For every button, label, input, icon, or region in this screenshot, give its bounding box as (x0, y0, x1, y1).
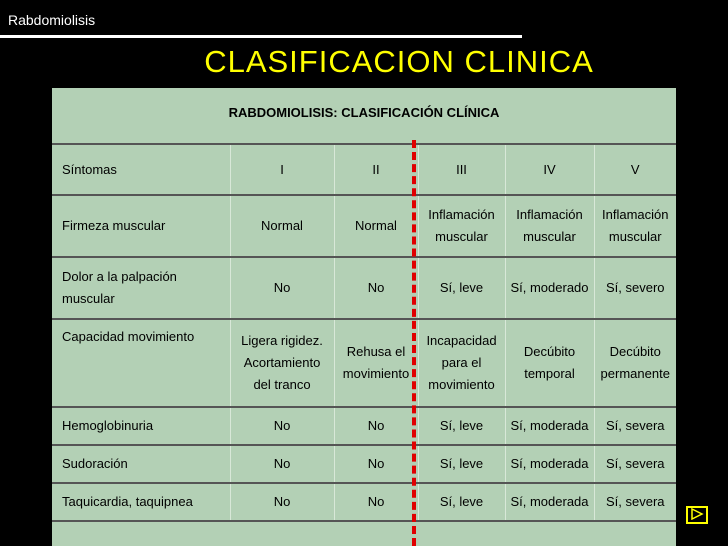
table-cell: Capacidad movimiento (52, 319, 230, 407)
table-cell: Decúbito temporal (505, 319, 594, 407)
table-cell: Sí, moderada (505, 483, 594, 521)
table-cell: No (230, 257, 334, 319)
table-cell: No (334, 257, 418, 319)
table-cell: Normal (230, 195, 334, 257)
column-header: V (594, 145, 676, 195)
red-divider (412, 140, 416, 546)
table-cell: No (334, 445, 418, 483)
column-header: II (334, 145, 418, 195)
column-header: Síntomas (52, 145, 230, 195)
table-cell: Decúbito permanente (594, 319, 676, 407)
table-cell: Sí, moderada (505, 407, 594, 445)
table-header-row (52, 145, 676, 195)
table-panel (52, 88, 676, 546)
table-cell: Taquicardia, taquipnea (52, 483, 230, 521)
table-cell: Sí, severa (594, 483, 676, 521)
classification-table (52, 145, 676, 522)
table-cell: Incapacidad para el movimiento (418, 319, 505, 407)
next-slide-button[interactable] (686, 506, 708, 524)
table-cell: Firmeza muscular (52, 195, 230, 257)
table-cell: Sí, moderada (505, 445, 594, 483)
column-header: I (230, 145, 334, 195)
table-cell: Sí, leve (418, 445, 505, 483)
table-cell: Sí, leve (418, 483, 505, 521)
header-label: Rabdomiolisis (8, 12, 96, 28)
column-header: III (418, 145, 505, 195)
table-row (52, 445, 676, 483)
table-cell: Inflamación muscular (418, 195, 505, 257)
table-row (52, 407, 676, 445)
table-caption: RABDOMIOLISIS: CLASIFICACIÓN CLÍNICA (228, 105, 500, 120)
header-rule (0, 35, 522, 38)
table-cell: Inflamación muscular (594, 195, 676, 257)
slide-title: CLASIFICACION CLINICA (204, 44, 594, 79)
table-cell: Hemoglobinuria (52, 407, 230, 445)
table-row (52, 483, 676, 521)
column-header: IV (505, 145, 594, 195)
table-row (52, 195, 676, 257)
table-cell: No (230, 445, 334, 483)
table-cell: Sí, leve (418, 257, 505, 319)
table-cell: Sudoración (52, 445, 230, 483)
table-cell: Rehusa el movimiento (334, 319, 418, 407)
triangle-right-icon (690, 508, 704, 520)
table-cell: Sí, leve (418, 407, 505, 445)
table-row (52, 257, 676, 319)
table-cell: No (230, 407, 334, 445)
table-row (52, 319, 676, 407)
table-cell: Sí, moderado (505, 257, 594, 319)
table-cell: Normal (334, 195, 418, 257)
table-cell: Ligera rigidez. Acortamiento del tranco (230, 319, 334, 407)
table-cell: No (334, 483, 418, 521)
table-cell: Sí, severo (594, 257, 676, 319)
table-cell: Dolor a la palpación muscular (52, 257, 230, 319)
table-cell: Sí, severa (594, 407, 676, 445)
table-cell: No (230, 483, 334, 521)
table-cell: Sí, severa (594, 445, 676, 483)
table-cell: Inflamación muscular (505, 195, 594, 257)
table-cell: No (334, 407, 418, 445)
